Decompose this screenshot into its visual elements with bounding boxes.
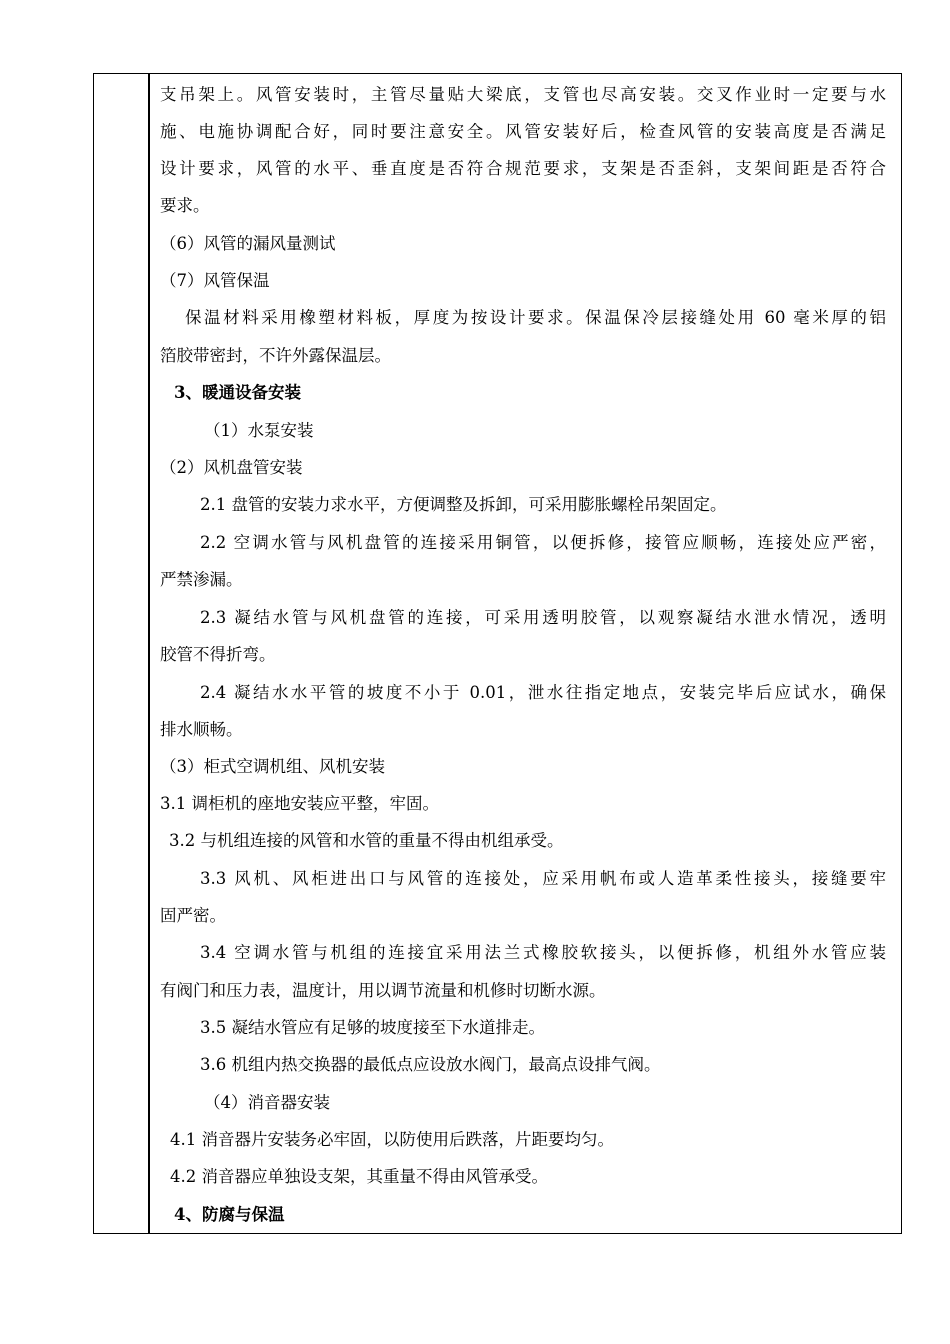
section-heading: （3）柜式空调机组、风机安装: [160, 757, 385, 776]
list-item: 3.1 调柜机的座地安装应平整，牢固。: [160, 794, 439, 813]
list-item: 胶管不得折弯。: [160, 645, 276, 664]
list-item: 2.4 凝结水水平管的坡度不小于 0.01，泄水往指定地点，安装完毕后应试水，确保: [200, 683, 886, 702]
list-item: 有阀门和压力表，温度计，用以调节流量和机修时切断水源。: [160, 981, 606, 1000]
paragraph-line: 支吊架上。风管安装时，主管尽量贴大梁底，支管也尽高安装。交叉作业时一定要与水: [160, 85, 886, 104]
column-divider: [148, 73, 150, 1234]
paragraph-line: 要求。: [160, 196, 210, 215]
chapter-heading: 3、暖通设备安装: [174, 383, 301, 402]
paragraph-line: 设计要求，风管的水平、垂直度是否符合规范要求，支架是否歪斜，支架间距是否符合: [160, 159, 886, 178]
list-item: 4.1 消音器片安装务必牢固，以防使用后跌落，片距要均匀。: [170, 1130, 614, 1149]
list-item: 排水顺畅。: [160, 720, 243, 739]
section-heading: （1）水泵安装: [204, 421, 314, 440]
list-item: 3.6 机组内热交换器的最低点应设放水阀门，最高点设排气阀。: [200, 1055, 661, 1074]
section-heading: （6）风管的漏风量测试: [160, 234, 336, 253]
list-item: 3.2 与机组连接的风管和水管的重量不得由机组承受。: [169, 831, 564, 850]
paragraph-line: 箔胶带密封，不许外露保温层。: [160, 346, 391, 365]
list-item: 3.3 风机、风柜进出口与风管的连接处，应采用帆布或人造革柔性接头，接缝要牢: [200, 869, 886, 888]
list-item: 2.3 凝结水管与风机盘管的连接，可采用透明胶管，以观察凝结水泄水情况，透明: [200, 608, 886, 627]
paragraph-line: 保温材料采用橡塑材料板，厚度为按设计要求。保温保冷层接缝处用 60 毫米厚的铝: [185, 308, 886, 327]
list-item: 4.2 消音器应单独设支架，其重量不得由风管承受。: [170, 1167, 548, 1186]
section-heading: （4）消音器安装: [204, 1093, 330, 1112]
list-item: 严禁渗漏。: [160, 570, 243, 589]
list-item: 3.4 空调水管与机组的连接宜采用法兰式橡胶软接头，以便拆修，机组外水管应装: [200, 943, 886, 962]
list-item: 2.1 盘管的安装力求水平，方便调整及拆卸，可采用膨胀螺栓吊架固定。: [200, 495, 727, 514]
paragraph-line: 施、电施协调配合好，同时要注意安全。风管安装好后，检查风管的安装高度是否满足: [160, 122, 886, 141]
list-item: 3.5 凝结水管应有足够的坡度接至下水道排走。: [200, 1018, 545, 1037]
list-item: 固严密。: [160, 906, 226, 925]
section-heading: （7）风管保温: [160, 271, 270, 290]
section-heading: （2）风机盘管安装: [160, 458, 303, 477]
list-item: 2.2 空调水管与风机盘管的连接采用铜管，以便拆修，接管应顺畅，连接处应严密，: [200, 533, 886, 552]
chapter-heading: 4、防腐与保温: [174, 1205, 285, 1224]
